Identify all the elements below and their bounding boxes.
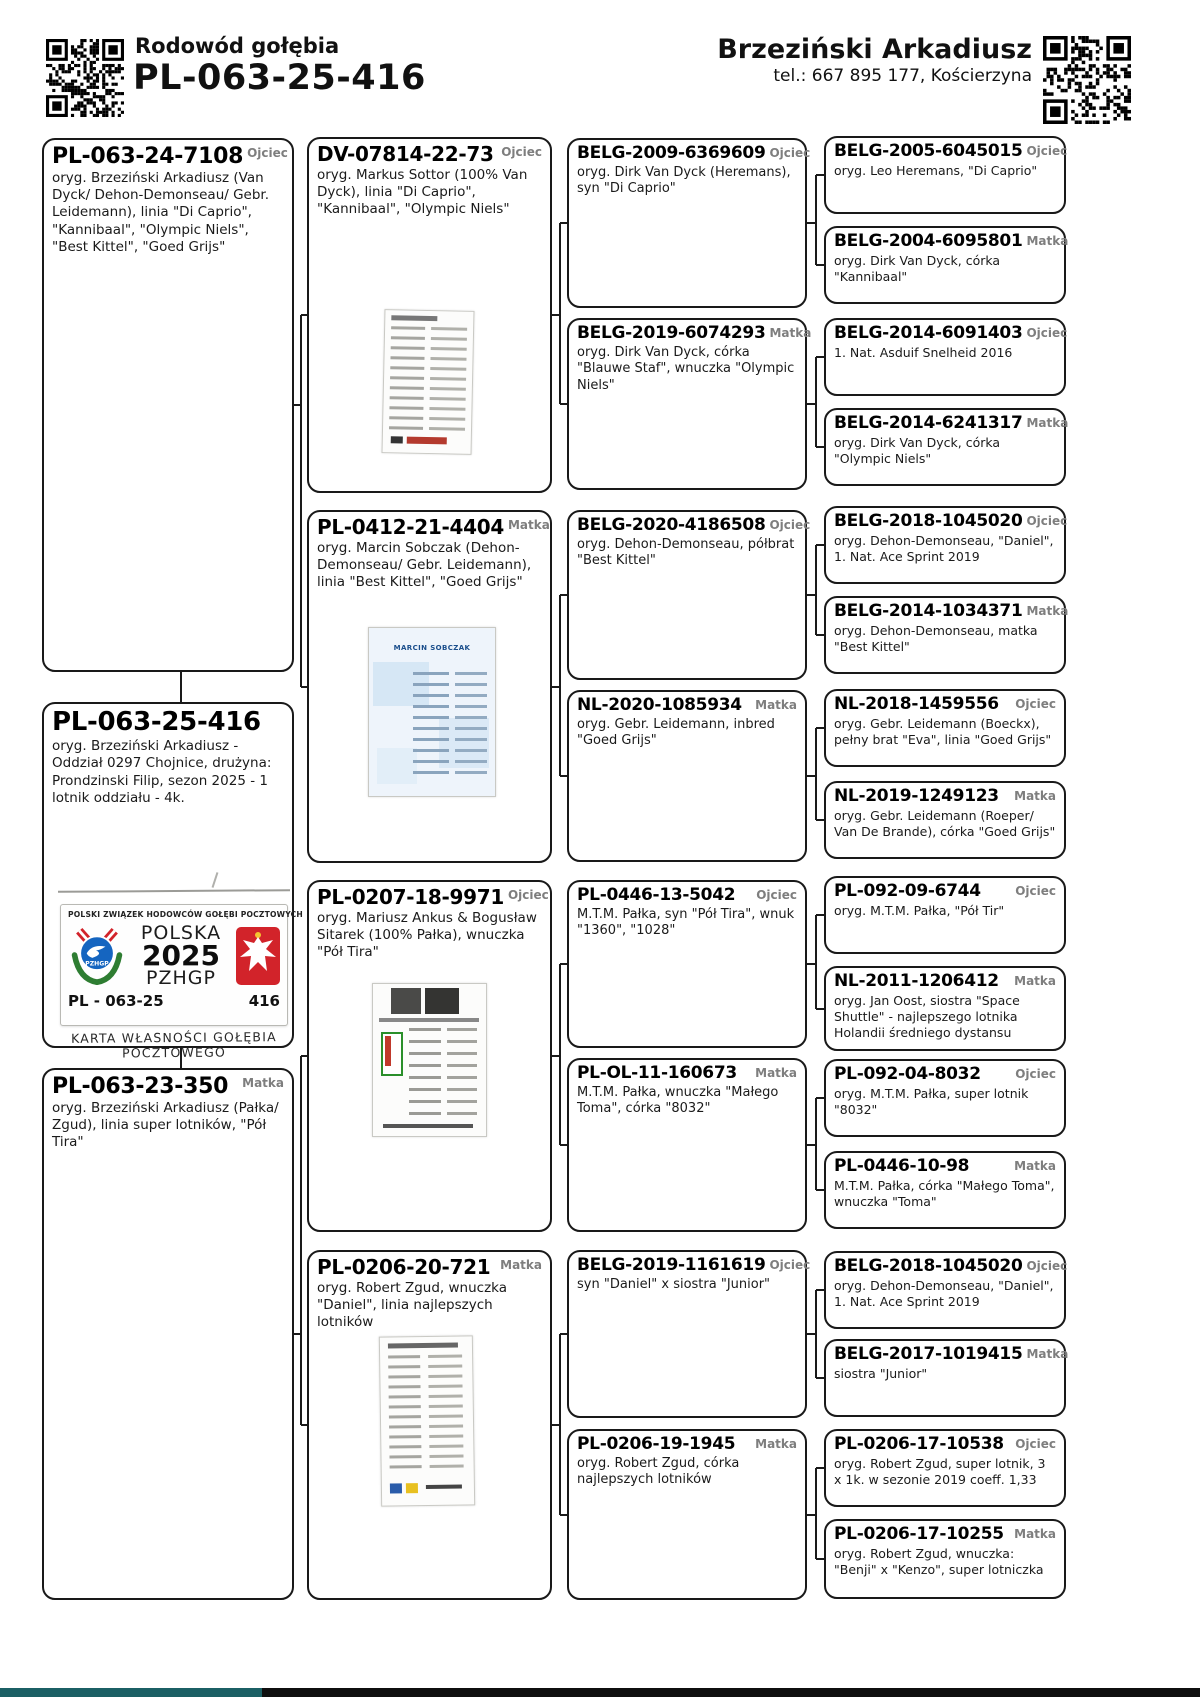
relation-label: Matka bbox=[507, 518, 550, 532]
pzhgp-badge-icon bbox=[68, 925, 126, 987]
pedigree-photo-thumbnail bbox=[372, 983, 487, 1137]
relation-label: Matka bbox=[500, 1258, 542, 1272]
card-org: PZHGP bbox=[146, 967, 216, 989]
ownership-card-caption: KARTA WŁASNOŚCI GOŁĘBIA POCZTOWEGO bbox=[70, 1029, 277, 1061]
pedigree-box-pl-0446-13-5042 bbox=[567, 880, 807, 1048]
pigeon-description: oryg. Leo Heremans, "Di Caprio" bbox=[834, 162, 1038, 178]
ring-number: PL-0446-13-5042 bbox=[577, 885, 736, 905]
ring-number: NL-2019-1249123 bbox=[834, 786, 999, 806]
ring-number: BELG-2009-6369609 bbox=[577, 143, 766, 163]
ring-number: PL-063-24-7108 bbox=[52, 144, 244, 169]
pedigree-photo-thumbnail bbox=[382, 309, 475, 455]
owner-contact: tel.: 667 895 177, Kościerzyna bbox=[773, 66, 1032, 86]
pigeon-description: oryg. Robert Zgud, córka najlepszych lotników bbox=[577, 1455, 740, 1488]
pigeon-description: oryg. Dehon-Demonseau, "Daniel", 1. Nat. Ace Sprint 2019 bbox=[834, 532, 1054, 564]
relation-label: Ojciec bbox=[1026, 144, 1068, 158]
pigeon-description: oryg. Gebr. Leidemann (Roeper/ Van De Brande), córka "Goed Grijs" bbox=[834, 807, 1056, 839]
relation-label: Matka bbox=[755, 698, 797, 712]
relation-label: Ojciec bbox=[1026, 514, 1068, 528]
pigeon-description: oryg. Gebr. Leidemann, inbred "Goed Grijs" bbox=[577, 716, 775, 749]
pedigree-box-belg-2005-6045015 bbox=[824, 136, 1066, 214]
ring-number: BELG-2014-1034371 bbox=[834, 601, 1023, 621]
relation-label: Ojciec bbox=[769, 146, 811, 160]
ring-number: NL-2011-1206412 bbox=[834, 971, 999, 991]
pigeon-description: oryg. Brzeziński Arkadiusz (Van Dyck/ Dehon-Demonseau/ Gebr. Leidemann), linia "Di Caprio", "Kannibaal", "Olympic Niels", "Best Kittel", "Goed Grijs" bbox=[52, 170, 270, 255]
ring-number: NL-2020-1085934 bbox=[577, 695, 742, 715]
pedigree-box-belg-2018-1045020 bbox=[824, 506, 1066, 584]
pigeon-description: syn "Daniel" x siostra "Junior" bbox=[577, 1276, 771, 1292]
pigeon-description: M.T.M. Pałka, syn "Pół Tira", wnuk "1360", "1028" bbox=[577, 906, 795, 939]
pigeon-description: oryg. Dehon-Demonseau, matka "Best Kittel" bbox=[834, 622, 1038, 654]
relation-label: Ojciec bbox=[1015, 884, 1056, 898]
pedigree-box-nl-2011-1206412 bbox=[824, 966, 1066, 1051]
relation-label: Ojciec bbox=[1026, 326, 1068, 340]
document-title: Rodowód gołębia bbox=[135, 34, 340, 58]
pigeon-description: oryg. Dirk Van Dyck, córka "Kannibaal" bbox=[834, 252, 1001, 284]
pigeon-description: oryg. Marcin Sobczak (Dehon-Demonseau/ Gebr. Leidemann), linia "Best Kittel", "Goed Grijs" bbox=[317, 540, 532, 591]
relation-label: Matka bbox=[1026, 416, 1069, 430]
relation-label: Ojciec bbox=[501, 145, 542, 159]
ring-number: PL-0206-17-10538 bbox=[834, 1434, 1004, 1454]
pigeon-description: oryg. Markus Sottor (100% Van Dyck), linia "Di Caprio", "Kannibaal", "Olympic Niels" bbox=[317, 167, 528, 218]
relation-label: Matka bbox=[1014, 1527, 1056, 1541]
pedigree-photo-thumbnail bbox=[379, 1335, 475, 1506]
ring-number: DV-07814-22-73 bbox=[317, 142, 494, 166]
relation-label: Matka bbox=[1014, 974, 1056, 988]
relation-label: Matka bbox=[1026, 1347, 1069, 1361]
poland-eagle-emblem-icon bbox=[236, 927, 280, 985]
pedigree-box-belg-2018-1045020 bbox=[824, 1251, 1066, 1329]
pedigree-box-pl-063-24-7108 bbox=[42, 138, 294, 672]
pedigree-box-pl-092-04-8032 bbox=[824, 1059, 1066, 1137]
owner-name: Brzeziński Arkadiusz bbox=[717, 34, 1032, 65]
pigeon-description: oryg. Dehon-Demonseau, "Daniel", 1. Nat. Ace Sprint 2019 bbox=[834, 1277, 1054, 1309]
ring-number: PL-063-25-416 bbox=[52, 707, 261, 737]
relation-label: Matka bbox=[755, 1437, 797, 1451]
ring-number: PL-0446-10-98 bbox=[834, 1156, 970, 1176]
pedigree-box-pl-063-23-350 bbox=[42, 1068, 294, 1600]
scan-footer-teal-segment bbox=[0, 1688, 262, 1697]
pigeon-description: oryg. Brzeziński Arkadiusz - Oddział 0297 Chojnice, drużyna: Prondzinski Filip, sezon 2025 - 1 lotnik oddziału - 4k. bbox=[52, 738, 272, 806]
pedigree-box-belg-2014-1034371 bbox=[824, 596, 1069, 674]
pedigree-box-belg-2009-6369609 bbox=[567, 138, 811, 308]
ring-number: BELG-2017-1019415 bbox=[834, 1344, 1023, 1364]
pedigree-box-belg-2014-6241317 bbox=[824, 408, 1069, 486]
ring-number: BELG-2004-6095801 bbox=[834, 231, 1023, 251]
pedigree-box-belg-2020-4186508 bbox=[567, 510, 811, 680]
pigeon-description: oryg. Gebr. Leidemann (Boeckx), pełny brat "Eva", linia "Goed Grijs" bbox=[834, 715, 1052, 747]
ring-number: BELG-2014-6091403 bbox=[834, 323, 1023, 343]
ring-number: BELG-2014-6241317 bbox=[834, 413, 1023, 433]
relation-label: Ojciec bbox=[756, 888, 797, 902]
ring-number: BELG-2005-6045015 bbox=[834, 141, 1023, 161]
ring-number: BELG-2020-4186508 bbox=[577, 515, 766, 535]
owner-block bbox=[717, 34, 1032, 86]
relation-label: Matka bbox=[1026, 604, 1069, 618]
qr-code-left bbox=[46, 38, 124, 118]
pedigree-box-pl-0206-19-1945 bbox=[567, 1429, 807, 1600]
ring-number: PL-063-23-350 bbox=[52, 1074, 229, 1099]
relation-label: Matka bbox=[1014, 1159, 1056, 1173]
pedigree-box-belg-2004-6095801 bbox=[824, 226, 1069, 304]
ring-number: PL-0207-18-9971 bbox=[317, 885, 504, 909]
relation-label: Matka bbox=[769, 326, 812, 340]
pigeon-description: oryg. M.T.M. Pałka, "Pół Tir" bbox=[834, 902, 1005, 918]
pigeon-description: oryg. M.T.M. Pałka, super lotnik "8032" bbox=[834, 1085, 1029, 1117]
svg-text:PZHGP: PZHGP bbox=[85, 960, 109, 968]
relation-label: Ojciec bbox=[507, 888, 549, 902]
relation-label: Ojciec bbox=[1015, 1067, 1056, 1081]
ring-number: PL-092-09-6744 bbox=[834, 881, 981, 901]
relation-label: Matka bbox=[242, 1076, 284, 1090]
card-country: POLSKA bbox=[140, 922, 222, 944]
pedigree-photo-thumbnail bbox=[368, 627, 496, 797]
pigeon-description: oryg. Dirk Van Dyck, córka "Blauwe Staf", wnuczka "Olympic Niels" bbox=[577, 344, 795, 393]
pigeon-description: siostra "Junior" bbox=[834, 1365, 928, 1381]
pedigree-box-pl-0446-10-98 bbox=[824, 1151, 1066, 1229]
ring-number: BELG-2018-1045020 bbox=[834, 1256, 1023, 1276]
relation-label: Ojciec bbox=[1026, 1259, 1068, 1273]
federation-name: POLSKI ZWIĄZEK HODOWCÓW GOŁĘBI POCZTOWYCH bbox=[68, 910, 303, 919]
pedigree-box-belg-2019-6074293 bbox=[567, 318, 812, 490]
pigeon-description: oryg. Robert Zgud, wnuczka "Daniel", linia najlepszych lotników bbox=[317, 1280, 508, 1331]
ring-number: BELG-2019-1161619 bbox=[577, 1255, 766, 1275]
card-ring-prefix: PL - 063-25 bbox=[68, 992, 164, 1010]
pigeon-description: oryg. Brzeziński Arkadiusz (Pałka/ Zgud), linia super lotników, "Pół Tira" bbox=[52, 1100, 279, 1151]
pigeon-description: oryg. Jan Oost, siostra "Space Shuttle" - najlepszego lotnika Holandii średniego dystansu bbox=[834, 992, 1020, 1040]
pigeon-description: M.T.M. Pałka, córka "Małego Toma", wnuczka "Toma" bbox=[834, 1177, 1055, 1209]
pedigree-box-pl-ol-11-160673 bbox=[567, 1058, 807, 1232]
pigeon-description: oryg. Dehon-Demonseau, półbrat "Best Kittel" bbox=[577, 536, 795, 569]
scan-footer-bar bbox=[0, 1688, 1200, 1697]
pigeon-description: oryg. Dirk Van Dyck (Heremans), syn "Di Caprio" bbox=[577, 164, 791, 197]
ring-number: PL-0206-20-721 bbox=[317, 1255, 491, 1279]
pigeon-description: oryg. Mariusz Ankus & Bogusław Sitarek (100% Pałka), wnuczka "Pół Tira" bbox=[317, 910, 537, 961]
card-year: 2025 bbox=[142, 939, 220, 972]
pedigree-box-nl-2019-1249123 bbox=[824, 781, 1066, 859]
pedigree-box-belg-2019-1161619 bbox=[567, 1250, 811, 1418]
qr-code-right bbox=[1043, 36, 1131, 124]
relation-label: Ojciec bbox=[247, 146, 288, 160]
pedigree-box-nl-2020-1085934 bbox=[567, 690, 807, 862]
relation-label: Matka bbox=[755, 1066, 797, 1080]
pigeon-description: 1. Nat. Asduif Snelheid 2016 bbox=[834, 344, 1013, 360]
pigeon-description: M.T.M. Pałka, wnuczka "Małego Toma", córka "8032" bbox=[577, 1084, 779, 1117]
pedigree-box-pl-0206-17-10255 bbox=[824, 1519, 1066, 1599]
page-title-ring-number: PL-063-25-416 bbox=[133, 58, 426, 98]
ring-number: PL-0206-19-1945 bbox=[577, 1434, 736, 1454]
pigeon-description: oryg. Dirk Van Dyck, córka "Olympic Niels" bbox=[834, 434, 1001, 466]
ring-number: PL-0412-21-4404 bbox=[317, 515, 504, 539]
relation-label: Matka bbox=[1014, 789, 1056, 803]
relation-label: Ojciec bbox=[1015, 1437, 1056, 1451]
pedigree-box-pl-0206-17-10538 bbox=[824, 1429, 1066, 1507]
ownership-card-body bbox=[60, 904, 303, 1026]
ring-number: PL-OL-11-160673 bbox=[577, 1063, 737, 1083]
pedigree-box-belg-2014-6091403 bbox=[824, 318, 1066, 396]
pedigree-box-nl-2018-1459556 bbox=[824, 689, 1066, 767]
relation-label: Ojciec bbox=[1015, 697, 1056, 711]
thumbnail-title: MARCIN SOBCZAK bbox=[393, 644, 471, 652]
ring-number: BELG-2019-6074293 bbox=[577, 323, 766, 343]
pigeon-description: oryg. Robert Zgud, wnuczka: "Benji" x "Kenzo", super lotniczka bbox=[834, 1545, 1044, 1577]
pedigree-box-belg-2017-1019415 bbox=[824, 1339, 1069, 1417]
relation-label: Ojciec bbox=[769, 1258, 811, 1272]
relation-label: Ojciec bbox=[769, 518, 811, 532]
ring-number: PL-0206-17-10255 bbox=[834, 1524, 1004, 1544]
pedigree-box-pl-092-09-6744 bbox=[824, 876, 1066, 954]
relation-label: Matka bbox=[1026, 234, 1069, 248]
card-ring-suffix: 416 bbox=[248, 992, 280, 1010]
ring-number: NL-2018-1459556 bbox=[834, 694, 999, 714]
ring-number: PL-092-04-8032 bbox=[834, 1064, 981, 1084]
ring-number: BELG-2018-1045020 bbox=[834, 511, 1023, 531]
pigeon-description: oryg. Robert Zgud, super lotnik, 3 x 1k. w sezonie 2019 coeff. 1,33 bbox=[834, 1455, 1046, 1487]
